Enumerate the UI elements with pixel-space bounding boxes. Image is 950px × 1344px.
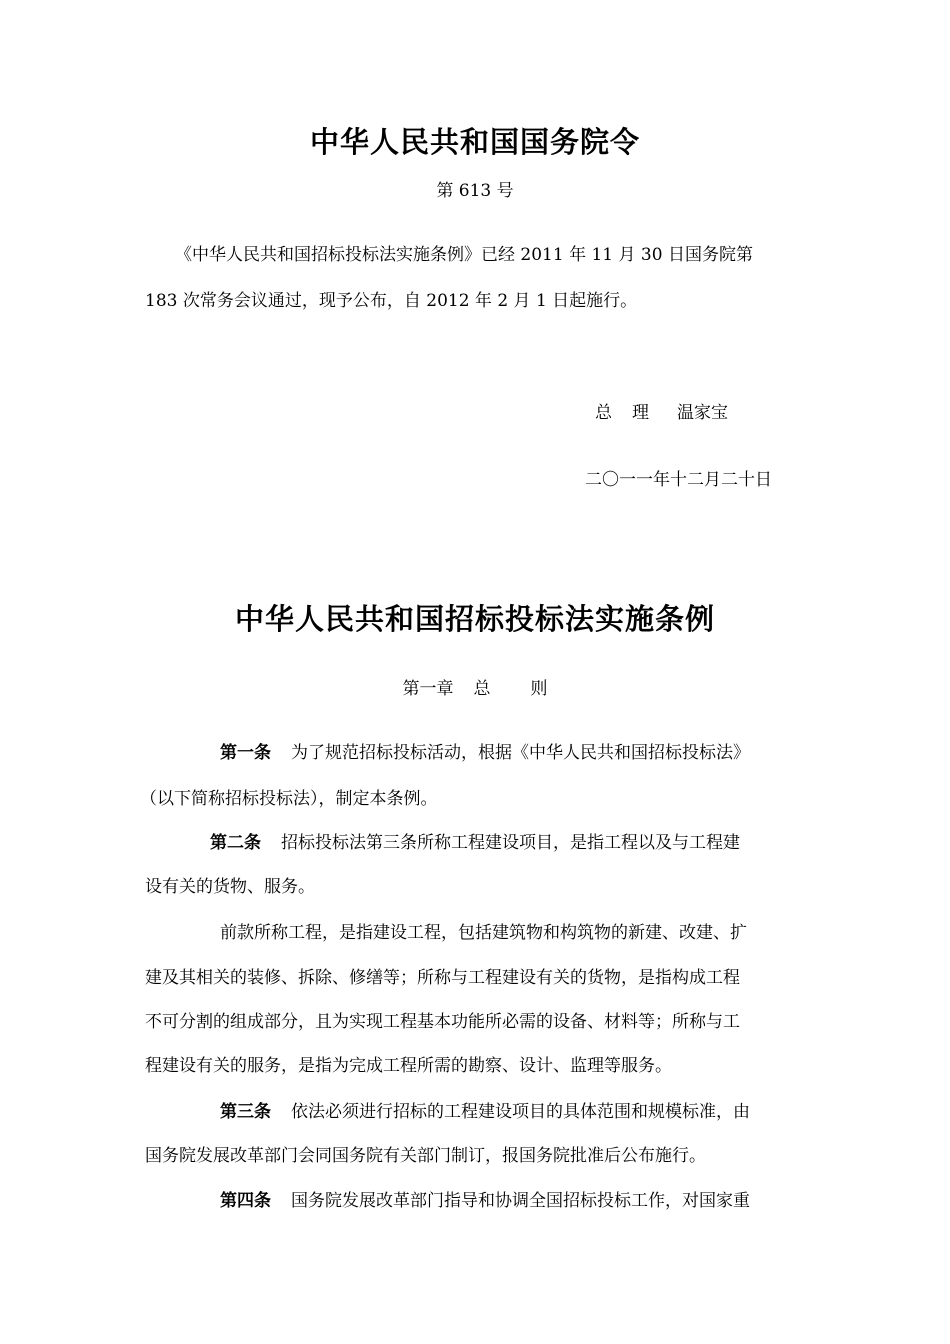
decree-date: 二〇一一年十二月二十日 — [585, 470, 772, 490]
chapter-label: 第一章 — [402, 679, 454, 699]
article-2-label: 第二条 — [210, 833, 261, 853]
article-1-text-1: 为了规范招标投标活动，根据《中华人民共和国招标投标法》 — [291, 743, 750, 763]
signer-role-2: 理 — [632, 403, 649, 423]
article-2-line-2: 设有关的货物、服务。 — [145, 877, 315, 897]
decree-number: 第 613 号 — [436, 181, 514, 201]
decree-body-line-2: 183 次常务会议通过，现予公布，自 2012 年 2 月 1 日起施行。 — [145, 291, 638, 311]
article-4-label: 第四条 — [220, 1191, 271, 1211]
article-4-text-1: 国务院发展改革部门指导和协调全国招标投标工作，对国家重 — [291, 1191, 750, 1211]
article-3-line-1 — [220, 1099, 750, 1125]
article-1-line-2: （以下简称招标投标法），制定本条例。 — [140, 789, 438, 809]
article-1-line-1 — [220, 740, 750, 766]
signer-name: 温家宝 — [677, 403, 728, 423]
chapter-name-2: 则 — [530, 679, 548, 699]
decree-body-line-1: 《中华人民共和国招标投标法实施条例》已经 2011 年 11 月 30 日国务院第 — [175, 245, 753, 265]
article-3-text-1: 依法必须进行招标的工程建设项目的具体范围和规模标准，由 — [291, 1102, 750, 1122]
article-2-para-2-line-3: 不可分割的组成部分，且为实现工程基本功能所必需的设备、材料等；所称与工 — [145, 1012, 740, 1032]
chapter-heading — [0, 674, 950, 699]
article-3-line-2: 国务院发展改革部门会同国务院有关部门制订，报国务院批准后公布施行。 — [145, 1146, 706, 1166]
article-2-para-2-line-2: 建及其相关的装修、拆除、修缮等；所称与工程建设有关的货物，是指构成工程 — [145, 968, 740, 988]
article-3-label: 第三条 — [220, 1102, 271, 1122]
article-1-label: 第一条 — [220, 743, 271, 763]
article-2-para-2-line-1: 前款所称工程，是指建设工程，包括建筑物和构筑物的新建、改建、扩 — [220, 923, 747, 943]
regulation-title: 中华人民共和国招标投标法实施条例 — [234, 602, 715, 636]
decree-signature — [595, 400, 728, 426]
article-2-para-2-line-4: 程建设有关的服务，是指为完成工程所需的勘察、设计、监理等服务。 — [145, 1056, 672, 1076]
article-2-line-1 — [210, 830, 740, 856]
article-4-line-1 — [220, 1188, 750, 1214]
decree-title: 中华人民共和国国务院令 — [309, 125, 640, 159]
signer-role-1: 总 — [595, 403, 612, 423]
chapter-name-1: 总 — [473, 679, 491, 699]
article-2-text-1: 招标投标法第三条所称工程建设项目，是指工程以及与工程建 — [281, 833, 740, 853]
